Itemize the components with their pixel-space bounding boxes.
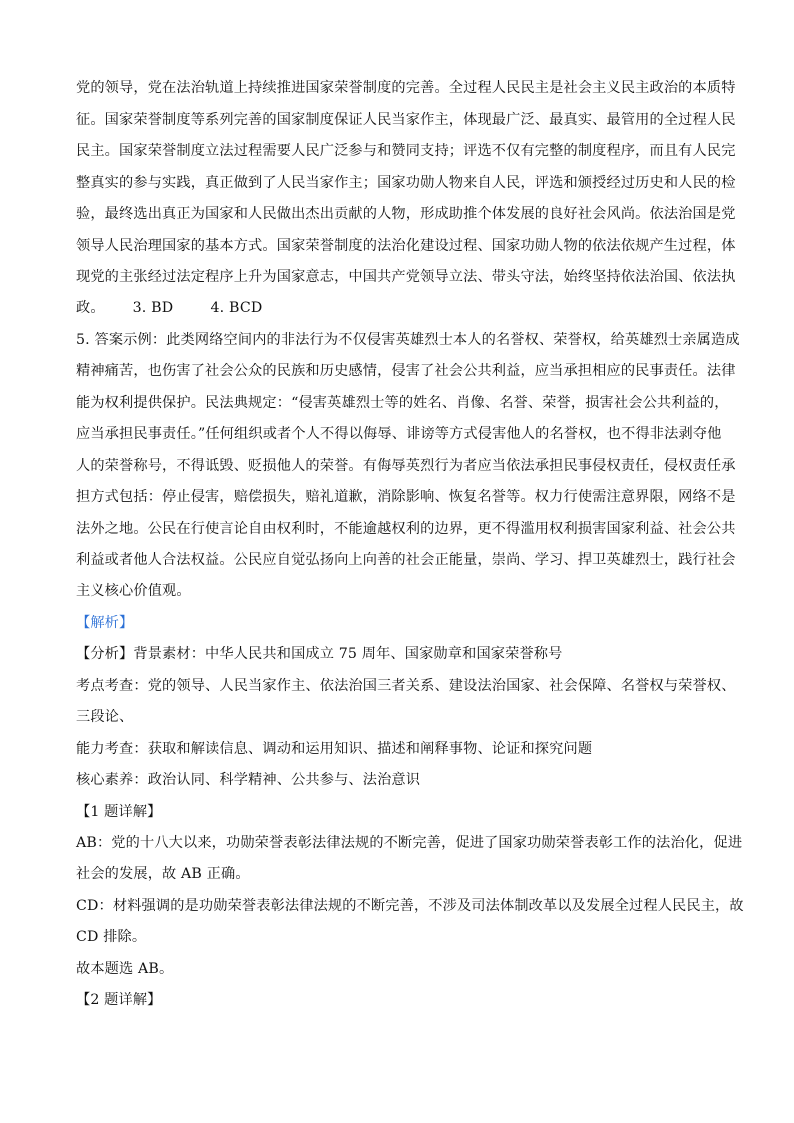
paragraph-2-line: 人的荣誉称号，不得诋毁、贬损他人的荣誉。有侮辱英烈行为者应当依法承担民事侵权责任，侵权责任承 — [76, 458, 736, 474]
paragraph-1-line: 现党的主张经过法定程序上升为国家意志，中国共产党领导立法、带头守法，始终坚持依法治国、依法执 — [76, 269, 736, 285]
paragraph-1-line: 领导人民治理国家的基本方式。国家荣誉制度的法治化建设过程、国家功勋人物的依法依规产生过程，体 — [76, 238, 736, 254]
paragraph-1-line-answers: 政。 3. BD 4. BCD — [76, 300, 263, 316]
paragraph-2-line: 应当承担民事责任。”任何组织或者个人不得以侮辱、诽谤等方式侵害他人的名誉权，也不得非法剥夺他 — [76, 426, 722, 442]
paragraph-1-line: 整真实的参与实践，真正做到了人民当家作主；国家功勋人物来自人民，评选和颁授经过历史和人民的检 — [76, 175, 736, 191]
paragraph-2-line: 5. 答案示例：此类网络空间内的非法行为不仅侵害英雄烈士本人的名誉权、荣誉权，给英雄烈士亲属造成 — [76, 332, 740, 348]
analysis-line: 三段论、 — [76, 709, 134, 725]
paragraph-2-line: 能为权利提供保护。民法典规定：“侵害英雄烈士等的姓名、肖像、名誉、荣誉，损害社会公共利益的， — [76, 395, 729, 411]
analysis-line: 考点考查：党的领导、人民当家作主、依法治国三者关系、建设法治国家、社会保障、名誉权与荣誉权、 — [76, 678, 736, 694]
paragraph-1-line: 党的领导，党在法治轨道上持续推进国家荣誉制度的完善。全过程人民民主是社会主义民主政治的本质特 — [76, 80, 736, 96]
paragraph-1-line: 验，最终选出真正为国家和人民做出杰出贡献的人物，形成助推个体发展的良好社会风尚。依法治国是党 — [76, 206, 736, 222]
paragraph-2-line: 担方式包括：停止侵害，赔偿损失，赔礼道歉，消除影响、恢复名誉等。权力行使需注意界限，网络不是 — [76, 489, 736, 505]
q1-body-line: AB：党的十八大以来，功勋荣誉表彰法律法规的不断完善，促进了国家功勋荣誉表彰工作的法治化，促进 — [76, 835, 743, 851]
analysis-line: 【分析】背景素材：中华人民共和国成立 75 周年、国家勋章和国家荣誉称号 — [76, 646, 563, 662]
q1-body-line: CD：材料强调的是功勋荣誉表彰法律法规的不断完善，不涉及司法体制改革以及发展全过程人民民主，故 — [76, 898, 744, 914]
analysis-line: 核心素养：政治认同、科学精神、公共参与、法治意识 — [76, 772, 421, 788]
jiexi-label: 【解析】 — [76, 615, 134, 631]
paragraph-1-line: 民主。国家荣誉制度立法过程需要人民广泛参与和赞同支持；评选不仅有完整的制度程序，而且有人民完 — [76, 143, 736, 159]
paragraph-2-line: 主义核心价值观。 — [76, 583, 191, 599]
paragraph-1-line: 征。国家荣誉制度等系列完善的国家制度保证人民当家作主，体现最广泛、最真实、最管用的全过程人民 — [76, 112, 736, 128]
q1-heading: 【1 题详解】 — [76, 804, 162, 820]
q1-body-line: 故本题选 AB。 — [76, 961, 174, 977]
q1-body-line: 社会的发展，故 AB 正确。 — [76, 866, 250, 882]
analysis-line: 能力考查：获取和解读信息、调动和运用知识、描述和阐释事物、论证和探究问题 — [76, 741, 593, 757]
paragraph-2-line: 法外之地。公民在行使言论自由权利时，不能逾越权利的边界，更不得滥用权利损害国家利益、社会公共 — [76, 521, 736, 537]
q2-heading: 【2 题详解】 — [76, 992, 162, 1008]
q1-body-line: CD 排除。 — [76, 929, 147, 945]
paragraph-2-line: 精神痛苦，也伤害了社会公众的民族和历史感情，侵害了社会公共利益，应当承担相应的民事责任。法律 — [76, 363, 736, 379]
paragraph-2-line: 利益或者他人合法权益。公民应自觉弘扬向上向善的社会正能量，崇尚、学习、捍卫英雄烈士，践行社会 — [76, 552, 736, 568]
